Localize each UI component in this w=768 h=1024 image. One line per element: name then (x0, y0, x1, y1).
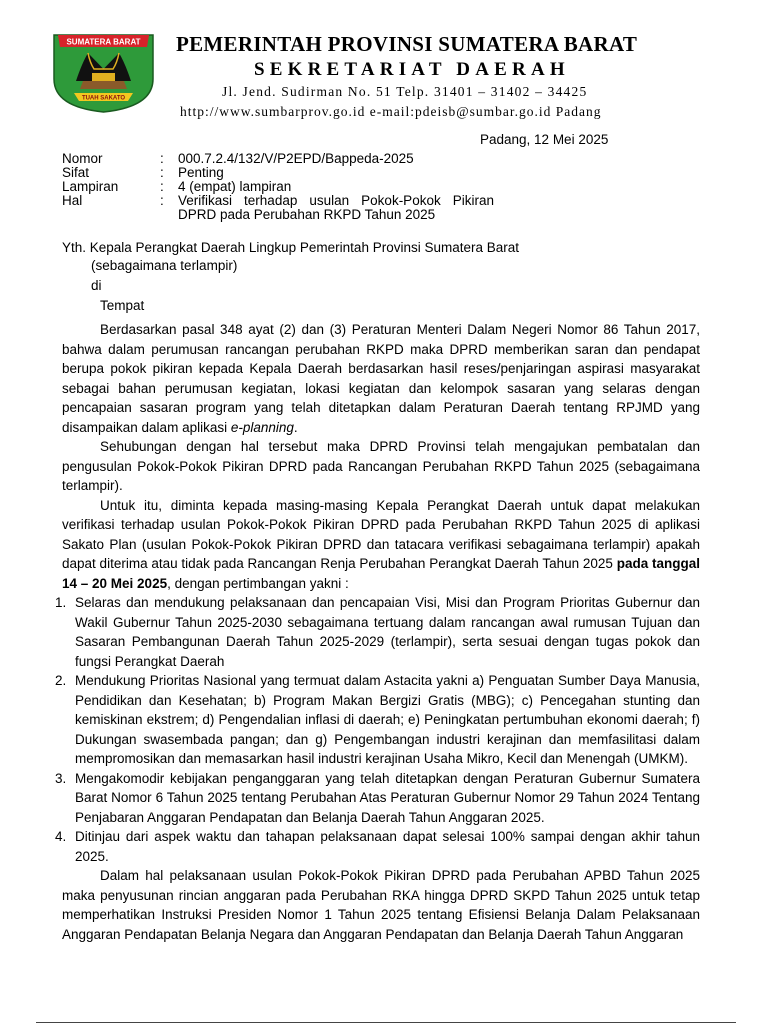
addressee-line-2: (sebagaimana terlampir) (91, 258, 238, 273)
meta-value: 000.7.2.4/132/V/P2EPD/Bappeda-2025 (178, 151, 414, 166)
list-item (55, 769, 700, 828)
paragraph-1 (62, 320, 700, 437)
meta-value: Penting (178, 165, 224, 180)
paragraph-3-bold: pada tanggal 14 – 20 Mei 2025 (62, 556, 701, 591)
meta-value (178, 194, 494, 222)
paragraph-1-italic: e-planning (230, 419, 294, 435)
letterhead (176, 30, 696, 122)
meta-label: Sifat (62, 165, 90, 180)
secretariat-name: SEKRETARIAT DAERAH (254, 59, 570, 80)
list-text: Mendukung Prioritas Nasional yang termuat dalam Astacita yakni a) Penguatan Sumber Daya Manusia, Pendidikan dan Kesehatan; b) Program Makan Bergizi Gratis (MBG); c) Pencegahan stunting dan kemiskinan ekstrem; d) Pengendalian inflasi di daerah; e) Peningkatan pertumbuhan ekonomi daerah; f) Dukungan swasembada pangan; dan g) Pengembangan industri kerajinan dan memfasilitasi dalam mempromosikan dan memasarkan hasil industri kerajinan Usaha Mikro, Kecil dan Menengah (UMKM). (75, 673, 700, 766)
paragraph-3-text: Untuk itu, diminta kepada masing-masing Kepala Perangkat Daerah untuk dapat melakukan verifikasi terhadap usulan Pokok-Pokok Pikiran DPRD pada Perubahan RKPD Tahun 2025 di aplikasi Sakato Plan (usulan Pokok-Pokok Pikiran DPRD dan tatacara verifikasi sebagaimana terlampir) apakah dapat diterima atau tidak pada Rancangan Renja Perubahan Perangkat Daerah Tahun 2025 (62, 497, 700, 571)
list-number: 1. (55, 595, 67, 610)
list-item (55, 593, 700, 671)
web-email: http://www.sumbarprov.go.id e-mail:pdeisb@sumbar.go.id Padang (180, 104, 602, 119)
place-date: Padang, 12 Mei 2025 (480, 132, 609, 147)
province-logo (52, 33, 155, 113)
meta-colon: : (160, 193, 164, 208)
logo-bottom-text: TUAH SAKATO (81, 95, 126, 102)
page-bottom-rule (36, 1022, 736, 1023)
meta-colon: : (160, 151, 164, 166)
addressee (62, 239, 519, 315)
list-text: Selaras dan mendukung pelaksanaan dan pencapaian Visi, Misi dan Program Prioritas Gubernur dan Wakil Gubernur Tahun 2025-2030 sebagaimana tertuang dalam rancangan awal rumusan Tujuan dan Sasaran Pembangunan Daerah Tahun 2025-2029 (terlampir), serta sesuai dengan tugas pokok dan fungsi Perangkat Daerah (75, 595, 700, 669)
paragraph-3-end: , dengan pertimbangan yakni : (167, 575, 349, 591)
paragraph-1-end: . (293, 419, 298, 435)
office-address: Jl. Jend. Sudirman No. 51 Telp. 31401 – 31402 – 34425 (222, 84, 588, 99)
list-item (55, 827, 700, 866)
addressee-tempat: Tempat (100, 298, 145, 313)
meta-label: Nomor (62, 151, 103, 166)
addressee-line-1: Yth. Kepala Perangkat Daerah Lingkup Pemerintah Provinsi Sumatera Barat (62, 240, 520, 255)
paragraph-3 (62, 496, 700, 594)
list-item (55, 671, 700, 769)
meta-label: Lampiran (62, 179, 119, 194)
meta-colon: : (160, 179, 164, 194)
hal-line-1: Verifikasi terhadap usulan Pokok-Pokok Pikiran (178, 193, 494, 208)
paragraph-4: Dalam hal pelaksanaan usulan Pokok-Pokok Pikiran DPRD pada Perubahan APBD Tahun 2025 maka penyusunan rincian anggaran pada Perubahan RKA hingga DPRD SKPD Tahun 2025 untuk tetap memperhatikan Instruksi Presiden Nomor 1 Tahun 2025 tentang Efisiensi Belanja Dalam Pelaksanaan Anggaran Pendapatan Belanja Negara dan Anggaran Pendapatan dan Belanja Daerah Tahun Anggaran (62, 868, 700, 942)
paragraph-2: Sehubungan dengan hal tersebut maka DPRD Provinsi telah mengajukan pembatalan dan pengusulan Pokok-Pokok Pikiran DPRD pada Rancangan Perubahan RKPD Tahun 2025 (sebagaimana terlampir). (62, 439, 700, 493)
meta-value: 4 (empat) lampiran (178, 179, 292, 194)
government-name: PEMERINTAH PROVINSI SUMATERA BARAT (176, 32, 638, 56)
addressee-di: di (91, 278, 102, 293)
meta-label: Hal (62, 193, 83, 208)
list-number: 4. (55, 829, 67, 844)
meta-colon: : (160, 165, 164, 180)
paragraph-1-text: Berdasarkan pasal 348 ayat (2) dan (3) Peraturan Menteri Dalam Negeri Nomor 86 Tahun 2017, bahwa dalam perumusan rancangan perubahan RKPD maka DPRD memberikan saran dan pendapat berupa pokok pikiran kepada Kepala Daerah berdasarkan hasil reses/penjaringan aspirasi masyarakat sebagai bahan perumusan kegiatan, lokasi kegiatan dan kelompok sasaran yang selaras dengan pencapaian sasaran program yang telah ditetapkan dalam Peraturan Daerah tentang RPJMD yang disampaikan dalam aplikasi (62, 322, 700, 435)
letter-body (55, 320, 701, 944)
hal-line-2: DPRD pada Perubahan RKPD Tahun 2025 (178, 207, 436, 222)
list-number: 2. (55, 673, 67, 688)
list-text: Ditinjau dari aspek waktu dan tahapan pelaksanaan dapat selesai 100% sampai dengan akhir tahun 2025. (75, 829, 700, 864)
logo-top-text: SUMATERA BARAT (66, 37, 141, 47)
list-number: 3. (55, 770, 67, 786)
considerations-list (55, 593, 700, 866)
list-text: Mengakomodir kebijakan penganggaran yang telah ditetapkan dengan Peraturan Gubernur Sumatera Barat Nomor 6 Tahun 2025 tentang Perubahan Atas Peraturan Gubernur Nomor 29 Tahun 2024 Tentang Penjabaran Anggaran Pendapatan dan Belanja Daerah Tahun Anggaran 2025. (75, 770, 700, 825)
